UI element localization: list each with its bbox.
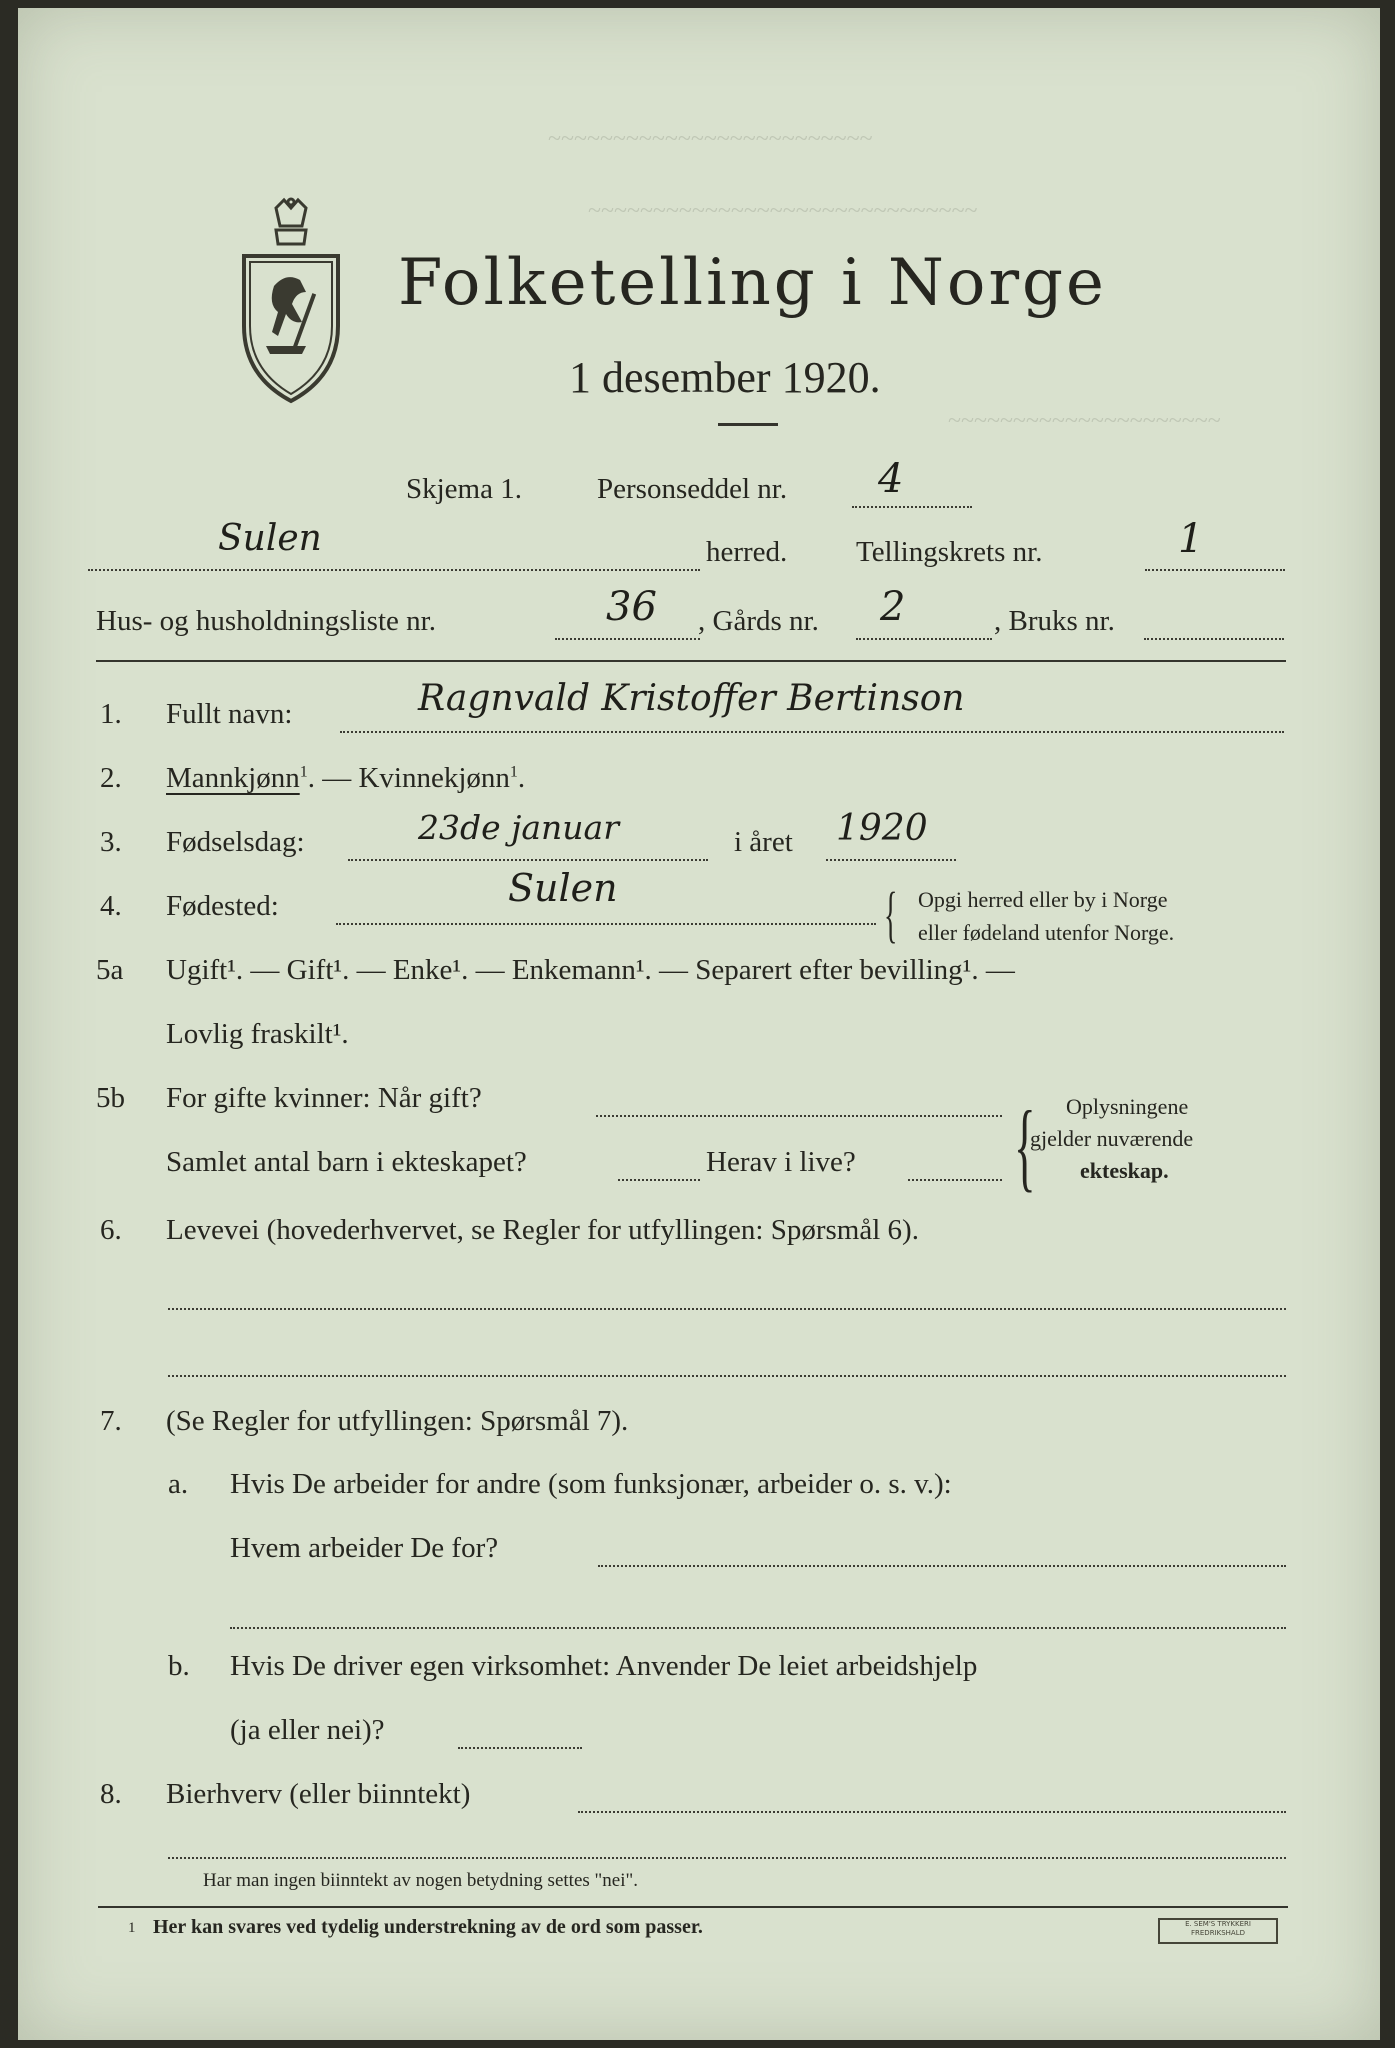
q8-number: 8. <box>100 1778 122 1810</box>
divorced-option[interactable]: Lovlig fraskilt¹. <box>166 1018 349 1050</box>
q1-label: Fullt navn: <box>166 698 293 730</box>
hus-line <box>555 638 700 640</box>
occupation-line-2 <box>168 1375 1286 1377</box>
personseddel-value[interactable]: 4 <box>878 456 904 502</box>
q3-label: Fødselsdag: <box>166 826 305 858</box>
footnote-divider <box>98 1906 1288 1908</box>
hus-label: Hus- og husholdningsliste nr. <box>96 605 436 637</box>
q1-number: 1. <box>100 698 122 730</box>
employer-line-2 <box>230 1627 1286 1629</box>
side-income-line-2 <box>168 1857 1286 1859</box>
q4-brace: { <box>884 881 898 949</box>
census-form-sheet: Folketelling i Norge 1 desember 1920. ~~~~~~~~~~~~~~~~~~~~~~~~~ ~~~~~~~~~~~~~~~~~~~~~~~~~~~~~~ ~~~~~~~~~~~~~~~~~~~~~ Skjema 1. Personseddel nr. 4 Sulen herred. Tellingskrets nr. 1 Hus- og husholdningsliste nr. 36 , Gårds nr. 2 , Bruks nr. 1. Fullt navn: Ragnvald Kristoffer Bertinson 2. Mannkjønn$^1$. — Kvinnekjønn$^1$. 3. Fødselsdag: 23de januar i året 1920 4. Fødested: Sulen { Opgi herred eller by i Norge eller fødeland utenfor Norge. 5a Ugift¹. — Gift¹. — Enke¹. — Enkemann¹. — Separert efter bevilling¹. — Lovlig fraskilt¹. 5b For gifte kvinner: Når gift? Samlet antal barn i ekteskapet? Herav i live? { Oplysningene gjelder nuværende ekteskap. 6. Levevei (hovederhvervet, se Regler for utfyllingen: Spørsmål 6). 7. (Se Regler for utfyllingen: Spørsmål 7). a. Hvis De arbeider for andre (som funksjonær, arbeider o. s. v.): Hvem arbeider De for? b. Hvis De driver egen virksomhet: Anvender De leiet arbeidshjelp (ja eller nei)? 8. Bierhverv (eller biinntekt) Har man ingen biinntekt av nogen betydning settes "nei". 1 Her kan svares ved tydelig understrekning av de ord som passer. E. SEM'S TRYKKERI FREDRIKSHALD <box>18 8 1380 2040</box>
children-total-label: Samlet antal barn i ekteskapet? <box>166 1146 527 1178</box>
footnote-mark: 1 <box>128 1920 136 1936</box>
q6-number: 6. <box>100 1214 122 1246</box>
header-divider <box>96 660 1286 662</box>
personseddel-line <box>852 506 972 508</box>
married-when-label: For gifte kvinner: Når gift? <box>166 1082 482 1114</box>
tellingskrets-value[interactable]: 1 <box>1178 516 1204 562</box>
herred-value[interactable]: Sulen <box>218 518 322 559</box>
birthplace-value[interactable]: Sulen <box>508 866 618 910</box>
q5a-number: 5a <box>96 954 124 986</box>
q8-label: Bierhverv (eller biinntekt) <box>166 1778 471 1810</box>
q7b-line-2: (ja eller nei)? <box>230 1714 385 1746</box>
q4-note-1: Opgi herred eller by i Norge <box>918 887 1168 912</box>
form-title: Folketelling i Norge <box>398 246 1107 320</box>
q4-note-2: eller fødeland utenfor Norge. <box>918 920 1175 945</box>
skjema-label: Skjema 1. <box>406 473 522 505</box>
gards-line <box>856 638 992 640</box>
tellingskrets-label: Tellingskrets nr. <box>856 536 1043 568</box>
printer-stamp: E. SEM'S TRYKKERI FREDRIKSHALD <box>1158 1918 1278 1944</box>
gender-options: Mannkjønn$^1$. — Kvinnekjønn$^1$. <box>166 762 526 794</box>
q4-number: 4. <box>100 890 122 922</box>
q7-label: (Se Regler for utfyllingen: Spørsmål 7). <box>166 1405 629 1437</box>
q6-label: Levevei (hovederhvervet, se Regler for utfyllingen: Spørsmål 6). <box>166 1214 919 1246</box>
side-income-line-1 <box>578 1811 1286 1813</box>
q7a-line-1: Hvis De arbeider for andre (som funksjonær, arbeider o. s. v.): <box>230 1468 952 1500</box>
norwegian-coat-of-arms-icon <box>236 196 346 406</box>
year-line <box>826 859 956 861</box>
q4-label: Fødested: <box>166 890 279 922</box>
q7a-line-2: Hvem arbeider De for? <box>230 1532 499 1564</box>
birthday-line <box>348 859 708 861</box>
children-total-line <box>618 1179 700 1181</box>
hired-help-line <box>458 1747 582 1749</box>
herred-line <box>88 569 700 571</box>
tellingskrets-line <box>1145 569 1285 571</box>
income-note: Har man ingen biinntekt av nogen betydning settes "nei". <box>203 1870 638 1891</box>
q7b-number: b. <box>168 1650 190 1682</box>
birthday-value[interactable]: 23de januar <box>418 808 619 847</box>
employer-line-1 <box>598 1565 1286 1567</box>
birth-year-value[interactable]: 1920 <box>836 808 928 849</box>
children-alive-line <box>908 1179 1002 1181</box>
q7a-number: a. <box>168 1468 189 1500</box>
q1-line <box>340 731 1284 733</box>
female-option[interactable]: Kvinnekjønn <box>358 762 510 794</box>
footnote-text: Her kan svares ved tydelig understrekning av de ord som passer. <box>153 1916 703 1938</box>
male-option[interactable]: Mannkjønn <box>166 762 300 794</box>
q5b-note-1: Oplysningene <box>1066 1094 1189 1119</box>
q2-number: 2. <box>100 762 122 794</box>
married-when-line <box>596 1115 1002 1117</box>
birthplace-line <box>336 923 876 925</box>
title-rule <box>718 423 778 426</box>
q7b-line-1: Hvis De driver egen virksomhet: Anvender De leiet arbeidshjelp <box>230 1650 978 1682</box>
full-name-value[interactable]: Ragnvald Kristoffer Bertinson <box>418 678 965 719</box>
hus-value[interactable]: 36 <box>606 584 657 630</box>
q5b-note-3: ekteskap. <box>1080 1158 1169 1183</box>
marital-status-options[interactable]: Ugift¹. — Gift¹. — Enke¹. — Enkemann¹. — Separert efter bevilling¹. — <box>166 954 1015 986</box>
children-alive-label: Herav i live? <box>706 1146 856 1178</box>
census-date: 1 desember 1920. <box>569 353 881 402</box>
gards-label: , Gårds nr. <box>698 605 819 637</box>
q5b-note-2: gjelder nuværende <box>1030 1126 1194 1151</box>
bleed-through: ~~~~~~~~~~~~~~~~~~~~~~~~~ <box>548 126 873 152</box>
bruks-label: , Bruks nr. <box>994 605 1115 637</box>
year-label: i året <box>734 826 793 858</box>
q5b-number: 5b <box>96 1082 125 1114</box>
occupation-line-1 <box>168 1308 1286 1310</box>
bruks-line <box>1144 638 1284 640</box>
q5b-brace: { <box>1014 1090 1036 1201</box>
q7-number: 7. <box>100 1405 122 1437</box>
herred-label: herred. <box>706 536 788 568</box>
personseddel-label: Personseddel nr. <box>597 473 788 505</box>
q3-number: 3. <box>100 826 122 858</box>
gards-value[interactable]: 2 <box>880 584 906 630</box>
